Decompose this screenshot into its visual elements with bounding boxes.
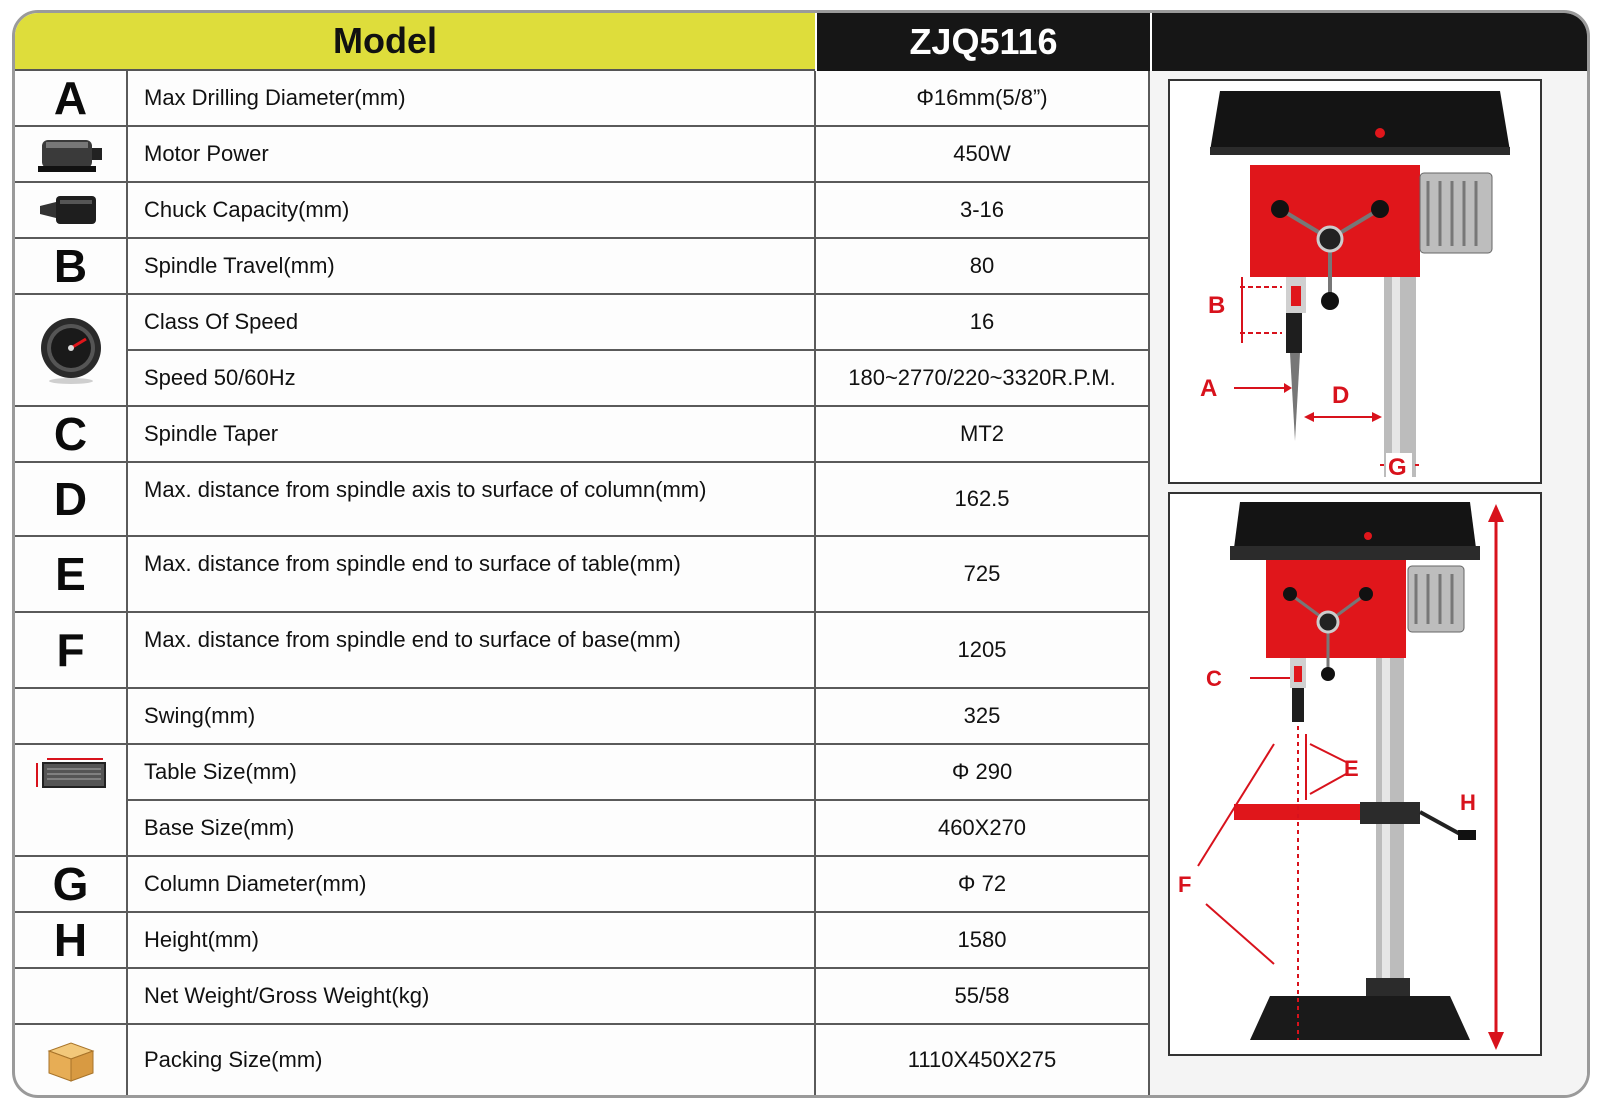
spec-row-spindle-axis-to-column (15, 463, 1150, 537)
diagram-label-d: D (1332, 382, 1350, 409)
spec-value: 162.5 (816, 463, 1150, 537)
spec-label: Max. distance from spindle end to surface of base(mm) (128, 613, 816, 689)
table-plate-icon (33, 757, 109, 791)
model-header: Model (15, 13, 815, 71)
head-diagram (1168, 79, 1542, 484)
spec-label: Chuck Capacity(mm) (128, 183, 816, 239)
marker-letter: A (53, 72, 88, 124)
marker-cell (15, 537, 128, 613)
marker-letter: F (56, 624, 85, 676)
spec-row-motor-power (15, 127, 1150, 183)
spec-row-table-base-group (15, 745, 1150, 857)
spec-label: Table Size(mm) (128, 745, 816, 801)
marker-cell (15, 183, 128, 239)
spec-value: Φ 290 (816, 745, 1150, 801)
diagram-panel (1150, 71, 1587, 1095)
spec-label: Column Diameter(mm) (128, 857, 816, 913)
spec-value: 16 (816, 295, 1150, 351)
marker-cell (15, 1025, 128, 1095)
marker-cell (15, 407, 128, 463)
spec-row-height (15, 913, 1150, 969)
spec-row-spindle-taper (15, 407, 1150, 463)
spec-row-spindle-travel (15, 239, 1150, 295)
spec-value: 1110X450X275 (816, 1025, 1150, 1095)
spec-row-column-diameter (15, 857, 1150, 913)
marker-cell (15, 689, 128, 745)
marker-letter: D (53, 473, 88, 525)
box-icon (43, 1037, 99, 1083)
spec-row-speed-group (15, 295, 1150, 407)
spec-row-spindle-end-to-base (15, 613, 1150, 689)
spec-value: Φ16mm(5/8”) (816, 71, 1150, 127)
marker-letter: C (53, 408, 88, 460)
marker-cell (15, 71, 128, 127)
chuck-icon (36, 190, 106, 230)
marker-cell (15, 127, 128, 183)
spec-label: Spindle Travel(mm) (128, 239, 816, 295)
spec-value: Φ 72 (816, 857, 1150, 913)
spec-label: Net Weight/Gross Weight(kg) (128, 969, 816, 1025)
marker-cell (15, 745, 128, 857)
marker-cell (15, 913, 128, 969)
diagram-label-a: A (1200, 375, 1218, 402)
marker-letter: G (52, 858, 89, 910)
marker-letter: E (55, 548, 86, 600)
marker-cell (15, 857, 128, 913)
diagram-label-h: H (1460, 790, 1476, 815)
marker-letter: H (53, 914, 88, 966)
spec-label: Base Size(mm) (128, 801, 816, 857)
diagram-label-c: C (1206, 666, 1222, 691)
spec-label: Height(mm) (128, 913, 816, 969)
spec-row-spindle-end-to-table (15, 537, 1150, 613)
marker-cell (15, 463, 128, 537)
spec-sheet (12, 10, 1590, 1098)
diagram-label-b: B (1208, 292, 1226, 319)
marker-cell (15, 969, 128, 1025)
spec-label: Motor Power (128, 127, 816, 183)
diagram-label-g: G (1388, 454, 1407, 481)
spec-row-weight (15, 969, 1150, 1025)
spec-label: Spindle Taper (128, 407, 816, 463)
speedometer-icon (38, 315, 104, 385)
marker-cell (15, 295, 128, 407)
spec-label: Class Of Speed (128, 295, 816, 351)
spec-label: Max Drilling Diameter(mm) (128, 71, 816, 127)
spec-value: 725 (816, 537, 1150, 613)
machine-diagram (1168, 492, 1542, 1056)
spec-value: 460X270 (816, 801, 1150, 857)
spec-label: Swing(mm) (128, 689, 816, 745)
spec-value: 325 (816, 689, 1150, 745)
image-header (1150, 13, 1587, 71)
spec-row-swing (15, 689, 1150, 745)
spec-value: 55/58 (816, 969, 1150, 1025)
spec-row-max-drilling-diameter (15, 71, 1150, 127)
spec-value: MT2 (816, 407, 1150, 463)
motor-icon (36, 132, 106, 176)
marker-letter: B (53, 240, 88, 292)
spec-value: 450W (816, 127, 1150, 183)
spec-value: 180~2770/220~3320R.P.M. (816, 351, 1150, 407)
drill-press-illustration (1170, 494, 1540, 1054)
spec-label: Max. distance from spindle axis to surface of column(mm) (128, 463, 816, 537)
spec-label: Packing Size(mm) (128, 1025, 816, 1095)
spec-row-packing-size (15, 1025, 1150, 1095)
marker-cell (15, 239, 128, 295)
drill-head-illustration (1170, 81, 1540, 482)
diagram-label-e: E (1344, 756, 1359, 781)
model-value: ZJQ5116 (815, 13, 1150, 71)
spec-value: 80 (816, 239, 1150, 295)
spec-row-chuck-capacity (15, 183, 1150, 239)
spec-label: Max. distance from spindle end to surface of table(mm) (128, 537, 816, 613)
spec-value: 1580 (816, 913, 1150, 969)
spec-value: 3-16 (816, 183, 1150, 239)
diagram-label-f: F (1178, 872, 1192, 897)
marker-cell (15, 613, 128, 689)
spec-value: 1205 (816, 613, 1150, 689)
spec-label: Speed 50/60Hz (128, 351, 816, 407)
